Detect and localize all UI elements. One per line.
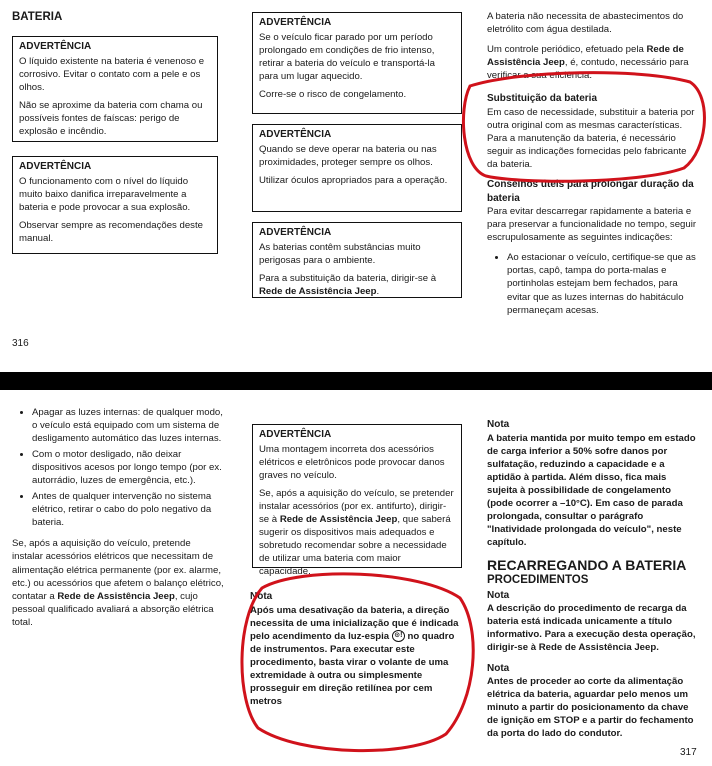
page-number: 316 — [12, 338, 29, 349]
dealer-name: Rede de Assistência Jeep — [279, 513, 398, 525]
warning-box-eyes — [252, 124, 462, 212]
page-number: 317 — [680, 747, 697, 758]
list-item: • Antes de qualquer intervenção no sistema elétrico, retirar o cabo do polo negativo da bateria. — [32, 490, 224, 529]
warning-title: ADVERTÊNCIA — [19, 161, 92, 172]
warning-text: Se, após a aquisição do veículo, se pretender instalar acessórios (por ex. antifurto), dirigir-se à Rede de Assistência Jeep, que saberá sugerir os dispositivos mais adequados e sobretudo recomendar sobre a necessidade de utilizar uma bateria com maior capacidade. — [259, 487, 454, 578]
column-3-text — [487, 10, 699, 320]
note-steering — [250, 590, 464, 715]
dealer-name: Rede de Assistência Jeep — [57, 590, 175, 602]
warning-text: Quando se deve operar na bateria ou nas proximidades, proteger sempre os olhos. — [259, 143, 437, 168]
note-text: Após uma desativação da bateria, a direção necessita de uma inicialização que é indicada pelo acendimento da luz-espia ⊙! no quadro de instrumentos. Para executar este procedimento, basta virar o volante de uma extremidade à outra ou simplesmente prosseguir em direção retilínea por cem metros — [250, 604, 459, 707]
warning-text: As baterias contêm substâncias muito perigosas para o ambiente. — [259, 241, 421, 266]
note-title: Nota — [487, 662, 510, 674]
note-title: Nota — [250, 591, 273, 602]
warning-title: ADVERTÊNCIA — [259, 429, 332, 440]
note-title: Nota — [487, 419, 510, 430]
warning-text: Utilizar óculos apropriados para a operação. — [259, 174, 448, 186]
warning-text: Observar sempre as recomendações deste manual. — [19, 219, 203, 244]
warning-text: O líquido existente na bateria é venenoso e corrosivo. Evitar o contato com a pele e os olhos. — [19, 55, 205, 93]
warning-title: ADVERTÊNCIA — [19, 41, 92, 52]
warning-box-toxic — [12, 36, 218, 142]
paragraph: Um controle periódico, efetuado pela Rede de Assistência Jeep, é, contudo, necessário para verificar a sua eficiência. — [487, 44, 689, 82]
note-title: Nota — [487, 589, 510, 601]
paragraph: Se, após a aquisição do veículo, pretende instalar acessórios elétricos que necessitam de alimentação elétrica permanente (por ex. alarme, etc.) ou acessórios que afetem o balanço elétrico, contatar a Rede de Assistência Jeep, cujo pessoal qualificado avaliará a absorção elétrica total. — [12, 538, 224, 628]
note-text: Antes de proceder ao corte da alimentação elétrica da bateria, aguardar pelo menos um minuto a partir do posicionamento da chave de ignição em STOP e a partir do fechamento da porta do lado do condutor. — [487, 676, 694, 740]
bullet-list — [12, 406, 224, 529]
subheading-tips: Conselhos úteis para prolongar duração da bateria — [487, 179, 694, 204]
paragraph: Para evitar descarregar rapidamente a bateria e para preservar a funcionalidade no tempo, seguir escrupulosamente as seguintes indicações: — [487, 206, 697, 244]
warning-box-level — [12, 156, 218, 254]
paragraph: A bateria não necessita de abastecimentos do eletrólito com água destilada. — [487, 11, 684, 36]
dealer-name: Rede de Assistência Jeep — [259, 285, 377, 297]
warning-title: ADVERTÊNCIA — [259, 227, 332, 238]
dealer-name: Rede de Assistência Jeep — [487, 44, 684, 69]
section-title: BATERIA — [12, 11, 63, 23]
warning-text: O funcionamento com o nível do líquido muito baixo danifica irreparavelmente a bateria e pode provocar a sua explosão. — [19, 175, 191, 213]
list-item: • Com o motor desligado, não deixar dispositivos acesos por longo tempo (por ex. autorrádio, luzes de emergência, etc.). — [32, 448, 224, 487]
subheading-replacement: Substituição da bateria — [487, 93, 598, 105]
warning-title: ADVERTÊNCIA — [259, 129, 332, 140]
warning-text: Para a substituição da bateria, dirigir-se à Rede de Assistência Jeep. — [259, 272, 437, 297]
warning-box-environment — [252, 222, 462, 298]
section-subheading: PROCEDIMENTOS — [487, 574, 589, 587]
column-1-text — [12, 406, 224, 636]
warning-box-cold — [252, 12, 462, 114]
note-text: A bateria mantida por muito tempo em estado de carga inferior a 50% sofre danos por sulfatação, reduzindo a capacidade e a aptidão à partida. Além disso, fica mais sujeita à possibilidade de congelamento (pode ocorrer a –10°C). Em caso de parada prolongada, consultar o parágrafo "Inatividade prolongada do veículo", neste capítulo. — [487, 432, 696, 548]
list-item: • Ao estacionar o veículo, certifique-se que as portas, capô, tampa do porta-malas e portinholas estejam bem fechados, para evitar que as luzes internas do habitáculo permaneçam acesas. — [507, 251, 699, 316]
warning-box-accessories — [252, 424, 462, 578]
page-separator — [0, 372, 712, 390]
note-text: A descrição do procedimento de recarga da bateria está indicada unicamente a título informativo. Para a execução desta operação, dirigir-se à Rede de Assistência Jeep. — [487, 603, 696, 654]
paragraph: Em caso de necessidade, substituir a bateria por outra original com as mesmas características. Para a manutenção da bateria, é necessário seguir as indicações fornecidas pelo fabricante da bateria. — [487, 106, 695, 171]
list-item: • Apagar as luzes internas: de qualquer modo, o veículo está equipado com um sistema de desligamento automático das luzes internas. — [32, 406, 224, 445]
warning-title: ADVERTÊNCIA — [259, 17, 332, 28]
warning-text: Não se aproxime da bateria com chama ou possíveis fontes de faíscas: perigo de explosão e incêndio. — [19, 99, 203, 137]
bullet-list — [487, 251, 699, 316]
steering-warning-icon: ⊙! — [392, 630, 405, 642]
section-heading: RECARREGANDO A BATERIA — [487, 557, 687, 574]
warning-text: Uma montagem incorreta dos acessórios elétricos e eletrônicos pode provocar danos graves no veículo. — [259, 443, 445, 481]
warning-text: Corre-se o risco de congelamento. — [259, 88, 407, 100]
column-3-text — [487, 418, 699, 747]
warning-text: Se o veículo ficar parado por um período prolongado em condições de frio intenso, retirar a bateria do veículo e transportá-la para um lugar aquecido. — [259, 31, 435, 82]
